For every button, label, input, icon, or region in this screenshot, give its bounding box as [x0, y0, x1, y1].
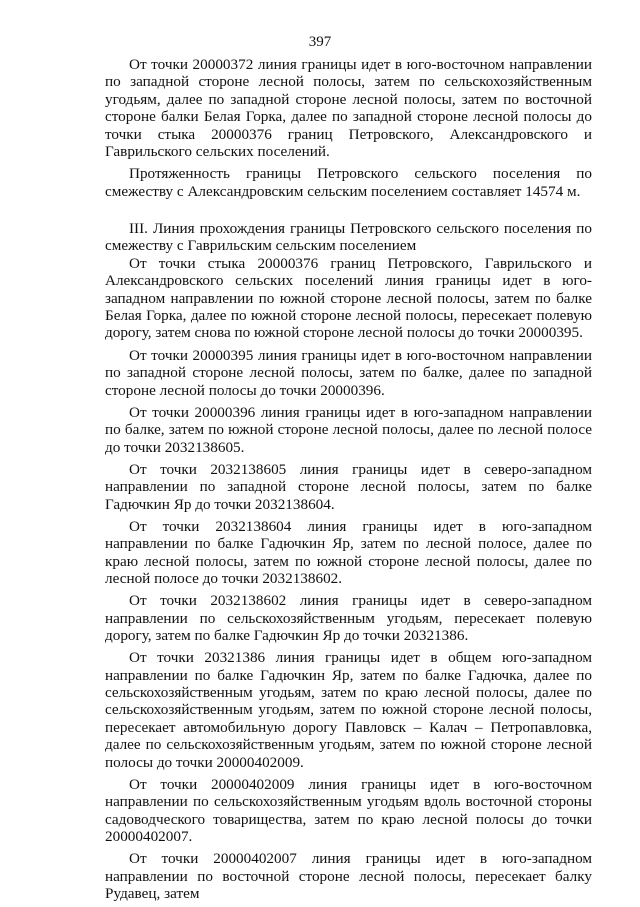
- paragraph: От точки 20000372 линия границы идет в юго-восточном направлении по западной стороне лесной полосы, затем по сельскохозяйственным угодьям, далее по западной стороне лесной полосы, затем по восточной стороне балки Белая Горка, далее по западной стороне лесной полосы до точки стыка 20000376 границ Петровского, Александровского и Гаврильского сельских поселений.: [105, 56, 592, 161]
- page-number: 397: [308, 34, 332, 50]
- paragraph: От точки стыка 20000376 границ Петровского, Гаврильского и Александровского сельских поселений линия границы идет в юго-западном направлении по южной стороне лесной полосы, затем по балке Белая Горка, далее по южной стороне лесной полосы, пересекает полевую дорогу, затем снова по южной стороне лесной полосы до точки 20000395.: [105, 254, 592, 342]
- paragraph: От точки 20321386 линия границы идет в общем юго-западном направлении по балке Гадючкин Яр, затем по балке Гадючка, далее по сельскохозяйственным угодьям, затем по краю лесной полосы, далее по сельскохозяйственным угодьям, затем по южной стороне лесной полосы, пересекает автомобильную дорогу Павловск – Калач – Петропавловка, далее по сельскохозяйственным угодьям, затем по южной стороне лесной полосы до точки 20000402009.: [105, 649, 592, 771]
- paragraph: От точки 20000402009 линия границы идет в юго-восточном направлении по сельскохозяйственным угодьям вдоль восточной стороны садоводческого товарищества, затем по краю лесной полосы до точки 20000402007.: [105, 775, 592, 846]
- section-heading: III. Линия прохождения границы Петровского сельского поселения по смежеству с Гаврильским сельским поселением: [105, 220, 592, 255]
- paragraph: От точки 20000402007 линия границы идет в юго-западном направлении по восточной стороне лесной полосы, пересекает балку Рудавец, затем: [105, 850, 592, 903]
- paragraph: От точки 2032138605 линия границы идет в северо-западном направлении по западной стороне лесной полосы, затем по балке Гадючкин Яр до точки 2032138604.: [105, 460, 592, 513]
- paragraph: От точки 2032138604 линия границы идет в юго-западном направлении по балке Гадючкин Яр, затем по лесной полосе, далее по краю лесной полосы, затем по южной стороне лесной полосы, далее по лесной полосе до точки 2032138602.: [105, 517, 592, 587]
- document-body: [105, 56, 592, 907]
- paragraph: От точки 20000395 линия границы идет в юго-восточном направлении по западной стороне лесной полосы, затем по балке, далее по западной стороне лесной полосы до точки 20000396.: [105, 346, 592, 399]
- paragraph: От точки 2032138602 линия границы идет в северо-западном направлении по сельскохозяйственным угодьям, пересекает полевую дорогу, затем по балке Гадючкин Яр до точки 20321386.: [105, 592, 592, 644]
- paragraph: От точки 20000396 линия границы идет в юго-западном направлении по балке, затем по южной стороне лесной полосы, далее по лесной полосе до точки 2032138605.: [105, 403, 592, 456]
- paragraph: Протяженность границы Петровского сельского поселения по смежеству с Александровским сельским поселением составляет 14574 м.: [105, 165, 592, 200]
